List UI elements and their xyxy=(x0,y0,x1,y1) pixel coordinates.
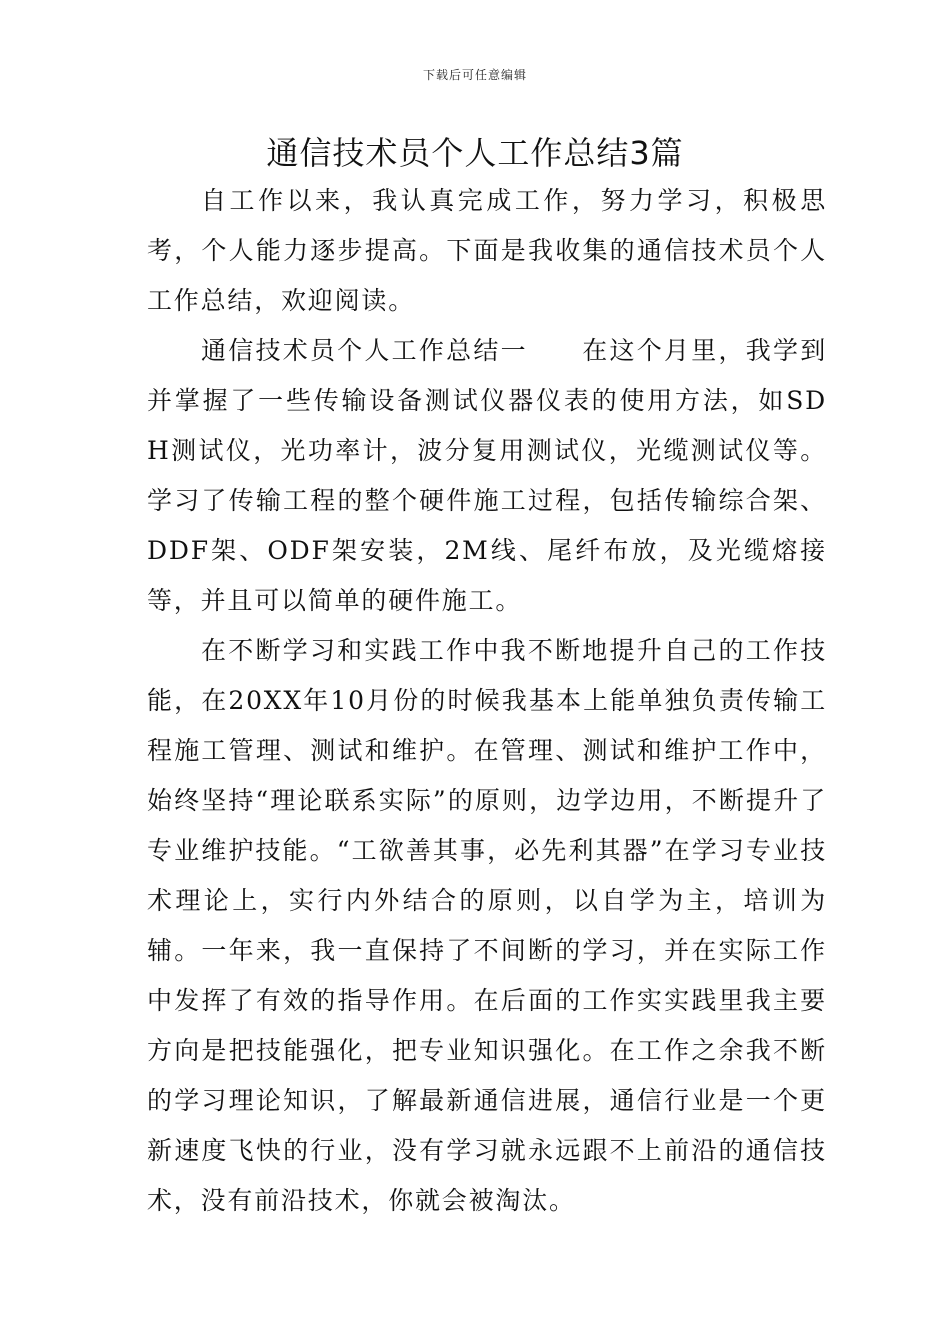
document-body xyxy=(147,176,827,1226)
document-title: 通信技术员个人工作总结3篇 xyxy=(266,134,684,172)
paragraph-skills: 在不断学习和实践工作中我不断地提升自己的工作技能，在20XX年10月份的时候我基本上能单独负责传输工程施工管理、测试和维护。在管理、测试和维护工作中，始终坚持“理论联系实际”的原则，边学边用，不断提升了专业维护技能。“工欲善其事，必先利其器”在学习专业技术理论上，实行内外结合的原则，以自学为主，培训为辅。一年来，我一直保持了不间断的学习，并在实际工作中发挥了有效的指导作用。在后面的工作实实践里我主要方向是把技能强化，把专业知识强化。在工作之余我不断的学习理论知识，了解最新通信进展，通信行业是一个更新速度飞快的行业，没有学习就永远跟不上前沿的通信技术，没有前沿技术，你就会被淘汰。 xyxy=(147,636,827,1215)
header-note: 下载后可任意编辑 xyxy=(422,68,527,82)
paragraph-intro: 自工作以来，我认真完成工作，努力学习，积极思考，个人能力逐步提高。下面是我收集的通信技术员个人工作总结，欢迎阅读。 xyxy=(147,186,827,315)
paragraph-summary-one: 通信技术员个人工作总结一 在这个月里，我学到并掌握了一些传输设备测试仪器仪表的使用方法，如SDH测试仪，光功率计，波分复用测试仪，光缆测试仪等。学习了传输工程的整个硬件施工过程，包括传输综合架、DDF架、ODF架安装，2M线、尾纤布放，及光缆熔接等，并且可以简单的硬件施工。 xyxy=(147,336,827,615)
